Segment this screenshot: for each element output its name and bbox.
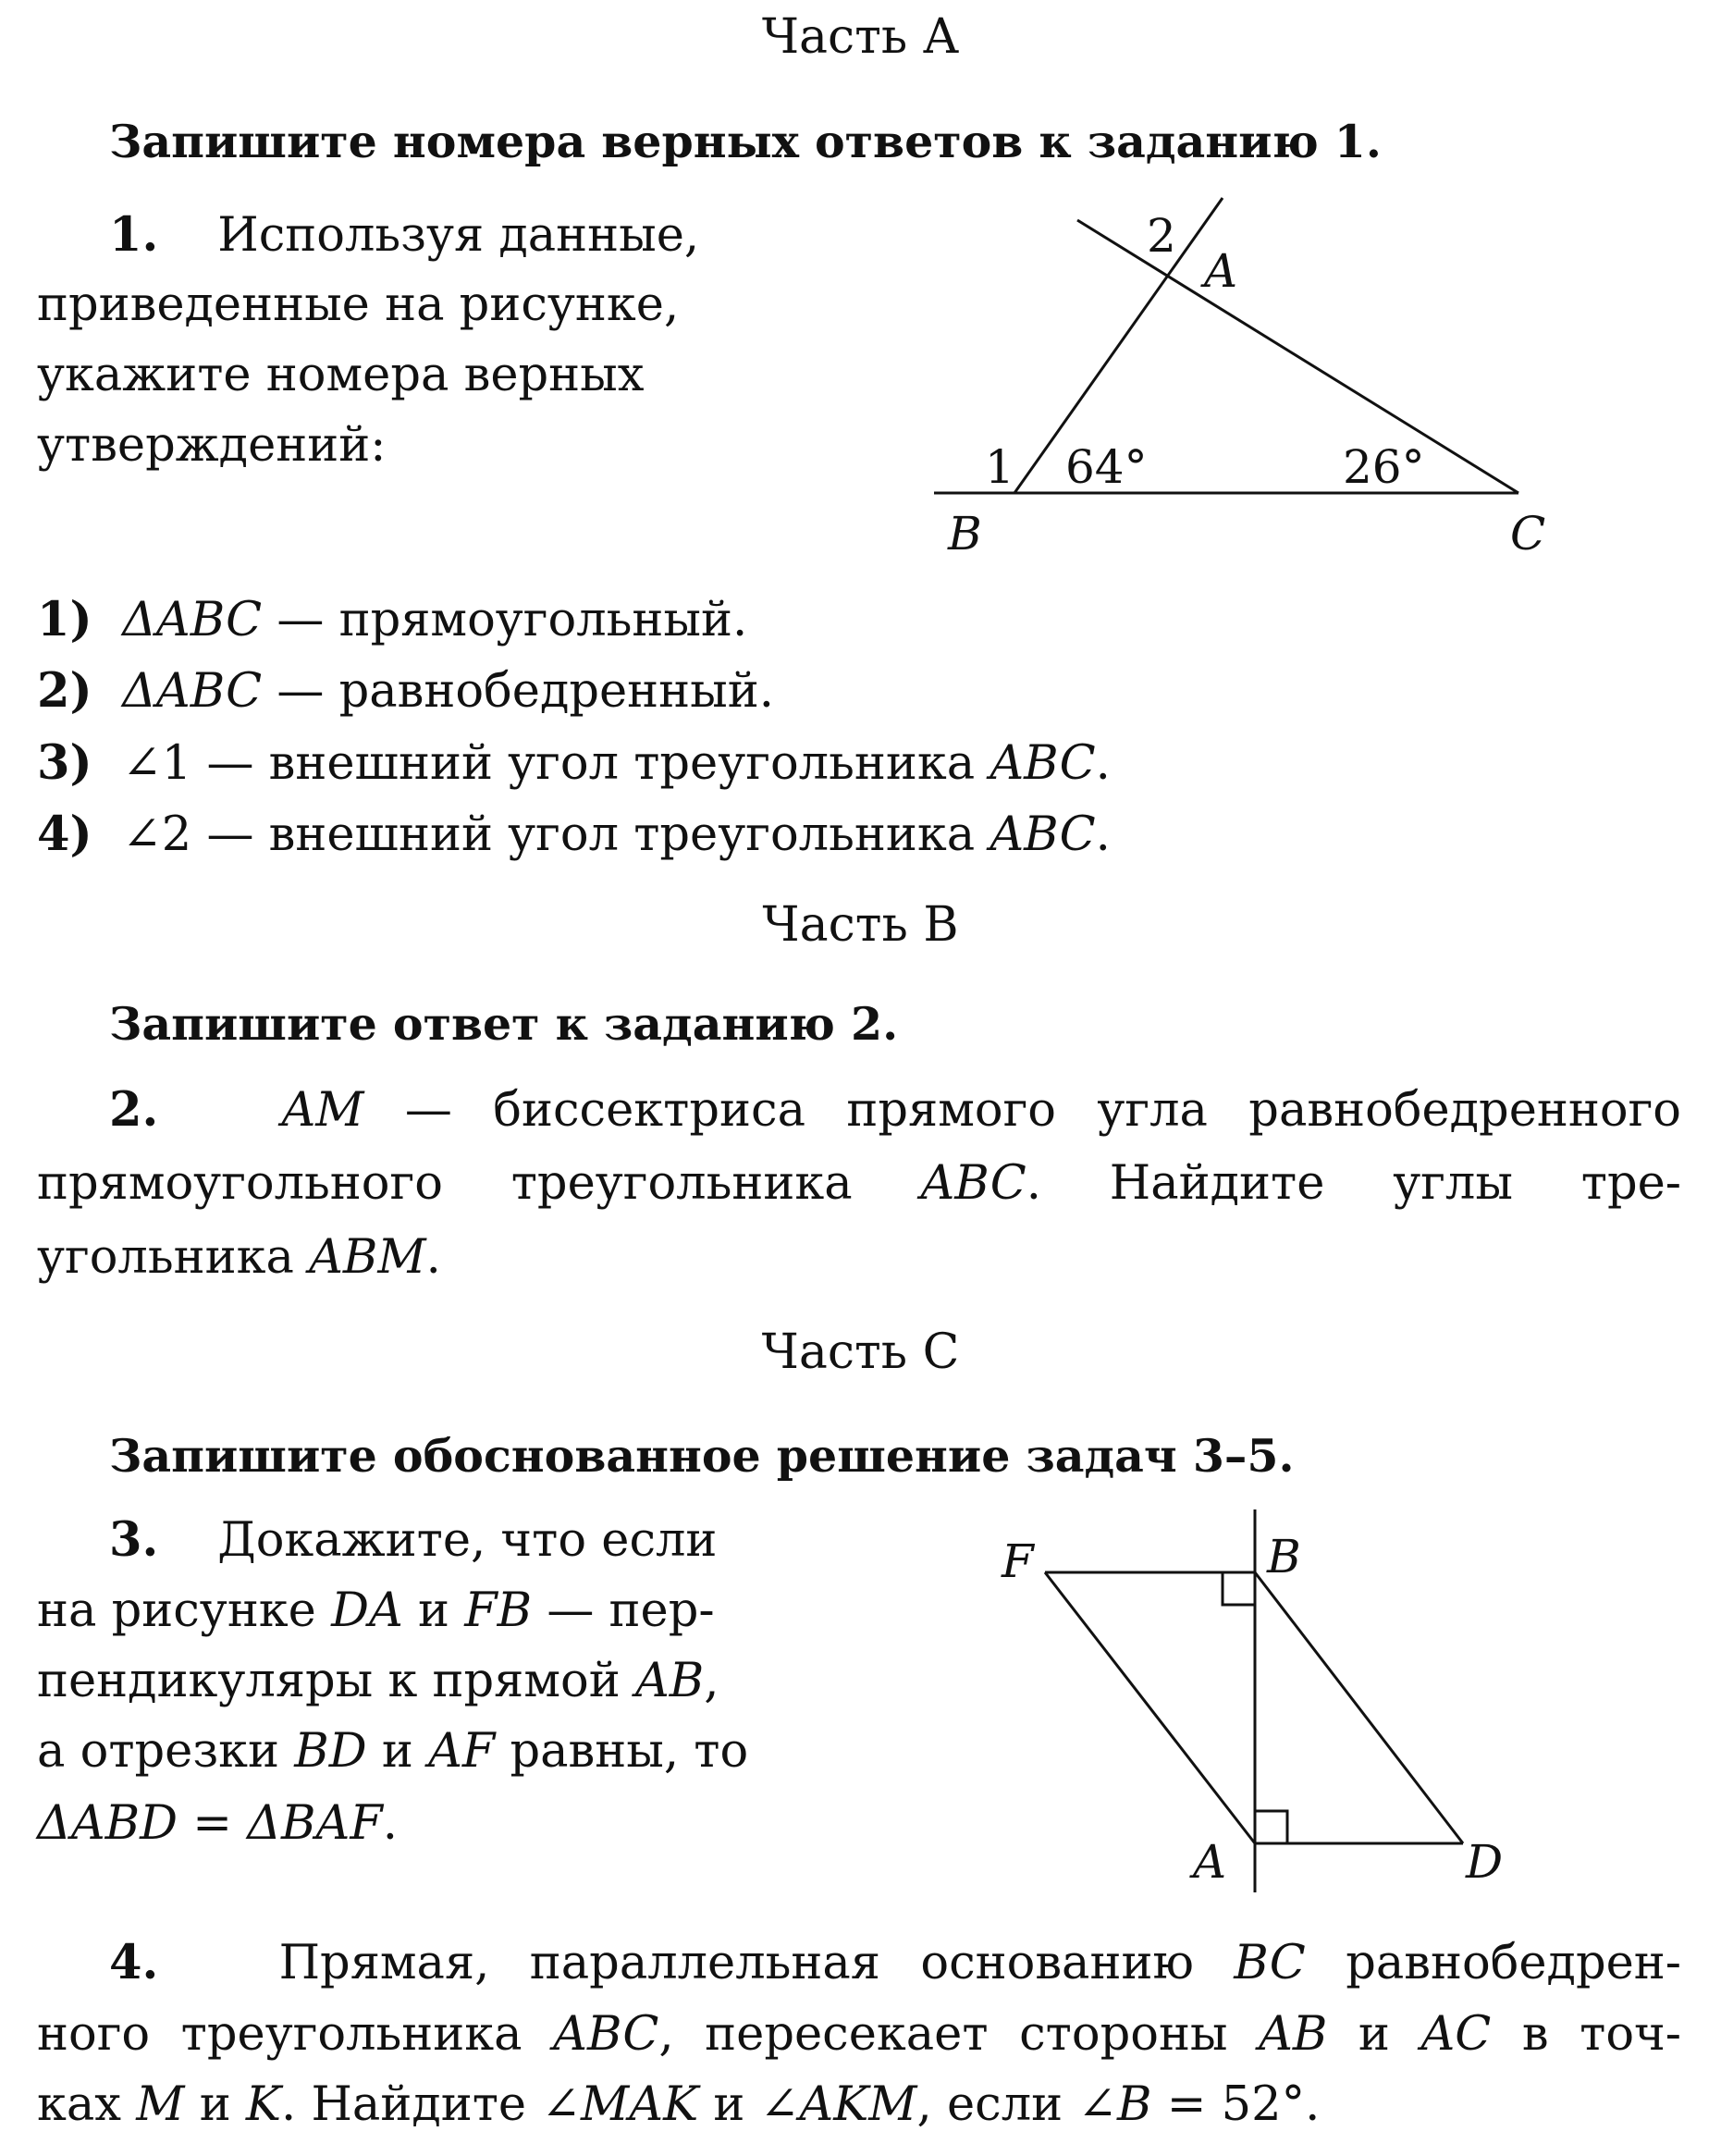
label-f: F bbox=[1002, 1534, 1034, 1588]
label-b: B bbox=[948, 507, 982, 561]
task3-line2 bbox=[37, 1583, 715, 1638]
part-c-instruction: Запишите обоснованное решение задач 3–5. bbox=[109, 1429, 1295, 1483]
task1-line3: укажите номера верных bbox=[37, 348, 645, 402]
right-angle-a bbox=[1255, 1811, 1287, 1843]
option-1-num: 1) bbox=[37, 592, 92, 647]
label-angle-b: 64° bbox=[1065, 440, 1148, 494]
label-b-2: B bbox=[1267, 1530, 1301, 1583]
line-bd bbox=[1255, 1572, 1463, 1843]
task4-v-abc: ABC bbox=[553, 2007, 659, 2062]
task4-t3e: , если bbox=[916, 2077, 1078, 2132]
task2-text-2: прямоугольного треугольника bbox=[37, 1156, 921, 1211]
task2-var-abm: ABM bbox=[309, 1230, 426, 1285]
label-angle-c: 26° bbox=[1343, 440, 1425, 494]
task1-text-1: Используя данные, bbox=[217, 208, 700, 263]
label-c: C bbox=[1510, 507, 1546, 561]
task2-text-3: . Найдите углы тре- bbox=[1026, 1156, 1682, 1211]
task4-t3d: и bbox=[698, 2077, 760, 2132]
task1-line4: утверждений: bbox=[37, 418, 387, 473]
option-2 bbox=[37, 663, 774, 719]
option-4-end: . bbox=[1095, 807, 1111, 862]
task3-text-1: Докажите, что если bbox=[217, 1513, 718, 1568]
task4-v-akm: ∠AKM bbox=[759, 2077, 917, 2132]
task4-line2 bbox=[37, 2007, 1681, 2062]
task3-t4c: равны, то bbox=[495, 1724, 749, 1779]
task4-t1b: равнобедрен- bbox=[1305, 1936, 1681, 1990]
option-3-math: ∠1 bbox=[122, 736, 192, 791]
task4-v-k: K bbox=[245, 2077, 282, 2132]
task2-number: 2. bbox=[109, 1082, 159, 1138]
task4-line1 bbox=[109, 1935, 1681, 1990]
label-angle-2: 2 bbox=[1147, 209, 1176, 263]
task2-line2 bbox=[37, 1156, 1681, 1211]
option-4-text: — внешний угол треугольника bbox=[191, 807, 990, 862]
task3-t3b: , bbox=[704, 1654, 719, 1708]
line-ba bbox=[1014, 198, 1223, 493]
option-2-math: ΔABC bbox=[122, 664, 263, 719]
part-b-instruction: Запишите ответ к заданию 2. bbox=[109, 997, 899, 1051]
task3-line4 bbox=[37, 1724, 748, 1779]
task2-var-abc: ABC bbox=[920, 1156, 1026, 1211]
task3-t2a: на рисунке bbox=[37, 1583, 332, 1638]
task4-v-ac: AC bbox=[1420, 2007, 1492, 2062]
option-3-tail: ABC bbox=[990, 736, 1096, 791]
task3-line5 bbox=[37, 1796, 398, 1851]
task1-number: 1. bbox=[109, 207, 159, 263]
task3-t5end: . bbox=[382, 1796, 398, 1851]
task3-line3 bbox=[37, 1654, 719, 1708]
task3-number: 3. bbox=[109, 1512, 159, 1568]
task3-v-da: DA bbox=[331, 1583, 403, 1638]
option-1-text: — прямоугольный. bbox=[262, 593, 748, 647]
task4-t2c: и bbox=[1327, 2007, 1421, 2062]
option-3-num: 3) bbox=[37, 735, 92, 791]
task2-text-5: . bbox=[425, 1230, 441, 1285]
task3-v-fb: FB bbox=[464, 1583, 533, 1638]
part-b-title: Часть В bbox=[762, 897, 959, 953]
task4-t3f: = 52°. bbox=[1151, 2077, 1321, 2132]
label-d: D bbox=[1466, 1835, 1504, 1889]
task4-v-ab: AB bbox=[1259, 2007, 1328, 2062]
option-4-num: 4) bbox=[37, 807, 92, 862]
task2-text-1: — биссектриса прямого угла равнобедренного bbox=[363, 1083, 1681, 1138]
task4-v-mak: ∠MAK bbox=[541, 2077, 699, 2132]
task4-t2d: в точ- bbox=[1491, 2007, 1681, 2062]
task3-t4b: и bbox=[366, 1724, 429, 1779]
part-a-title: Часть А bbox=[761, 9, 960, 65]
task3-t2c: — пер- bbox=[532, 1583, 715, 1638]
task3-t4a: а отрезки bbox=[37, 1724, 295, 1779]
task4-v-angle-b: ∠B bbox=[1077, 2077, 1152, 2132]
task1-line1 bbox=[109, 207, 699, 263]
task2-text-4: угольника bbox=[37, 1230, 310, 1285]
task4-t3b: и bbox=[184, 2077, 246, 2132]
option-4-math: ∠2 bbox=[122, 807, 192, 862]
task3-v-bd: BD bbox=[294, 1724, 367, 1779]
task4-v-bc: BC bbox=[1234, 1936, 1306, 1990]
option-4-tail: ABC bbox=[990, 807, 1096, 862]
task4-t1a: Прямая, параллельная основанию bbox=[278, 1936, 1235, 1990]
part-a-instruction: Запишите номера верных ответов к заданию 1. bbox=[109, 115, 1382, 168]
option-3 bbox=[37, 735, 1111, 791]
option-1-math: ΔABC bbox=[122, 593, 263, 647]
task4-t3a: ках bbox=[37, 2077, 137, 2132]
task2-var-am: AM bbox=[281, 1083, 364, 1138]
task4-number: 4. bbox=[109, 1935, 159, 1990]
task2-line1 bbox=[109, 1082, 1681, 1138]
task4-t2b: , пересекает стороны bbox=[658, 2007, 1260, 2062]
option-4 bbox=[37, 807, 1111, 862]
task3-t2b: и bbox=[402, 1583, 465, 1638]
task3-equality: ΔABD = ΔBAF bbox=[37, 1796, 383, 1851]
task4-line3 bbox=[37, 2077, 1320, 2132]
option-2-text: — равнобедренный. bbox=[262, 664, 774, 719]
task3-t3a: пендикуляры к прямой bbox=[37, 1654, 635, 1708]
right-angle-b bbox=[1223, 1572, 1255, 1605]
option-2-num: 2) bbox=[37, 663, 92, 719]
task1-line2: приведенные на рисунке, bbox=[37, 277, 680, 332]
option-3-text: — внешний угол треугольника bbox=[191, 736, 990, 791]
task3-v-ab: AB bbox=[634, 1654, 705, 1708]
label-a: A bbox=[1204, 244, 1238, 298]
task4-t2a: ного треугольника bbox=[37, 2007, 554, 2062]
task4-t3c: . Найдите bbox=[281, 2077, 542, 2132]
line-ca bbox=[1077, 220, 1518, 493]
label-a-2: A bbox=[1193, 1835, 1227, 1889]
task3-line1 bbox=[109, 1512, 717, 1568]
option-1 bbox=[37, 592, 747, 647]
line-fa bbox=[1045, 1572, 1255, 1843]
task2-line3 bbox=[37, 1230, 441, 1285]
label-angle-1: 1 bbox=[985, 440, 1014, 494]
task3-v-af: AF bbox=[428, 1724, 496, 1779]
part-c-title: Часть С bbox=[761, 1324, 960, 1380]
option-3-end: . bbox=[1095, 736, 1111, 791]
task4-v-m: M bbox=[136, 2077, 185, 2132]
